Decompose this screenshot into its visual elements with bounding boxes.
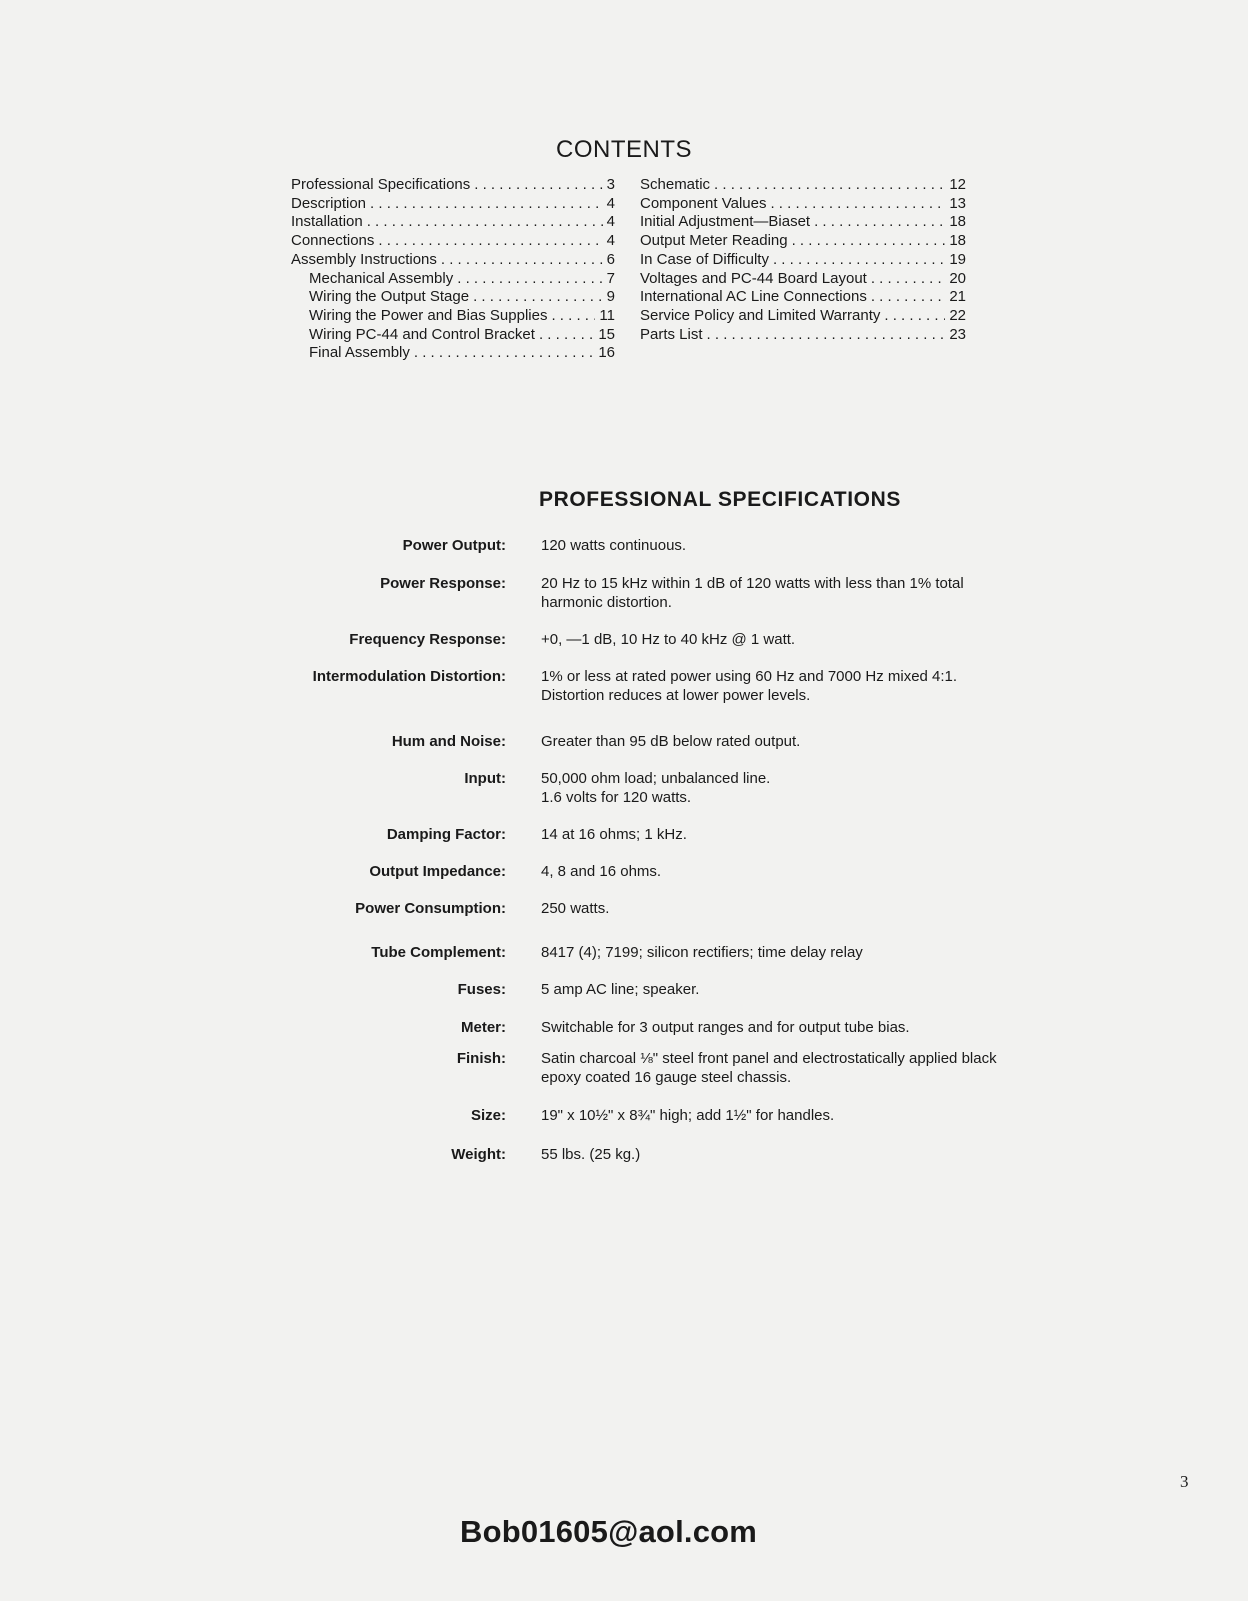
toc-entry: Service Policy and Limited Warranty . . . 22 bbox=[640, 307, 966, 326]
toc-entry: Initial Adjustment—Biaset . . . 18 bbox=[640, 213, 966, 232]
spec-label: Power Response: bbox=[380, 575, 506, 592]
toc-entry: Wiring the Power and Bias Supplies . . . 11 bbox=[291, 307, 615, 326]
toc-entry: Professional Specifications . . . 3 bbox=[291, 176, 615, 195]
spec-value: Switchable for 3 output ranges and for output tube bias. bbox=[541, 1019, 910, 1036]
spec-label: Meter: bbox=[460, 1019, 506, 1036]
spec-label: Input: bbox=[464, 770, 506, 787]
toc-entry: Connections . . . 4 bbox=[291, 232, 615, 251]
spec-value: Satin charcoal ⅛" steel front panel and electrostatically applied black epoxy coated 16 gauge steel chassis. bbox=[541, 1050, 997, 1086]
toc-entry: International AC Line Connections . . . 21 bbox=[640, 288, 966, 307]
spec-label: Damping Factor: bbox=[386, 826, 506, 843]
spec-value: 4, 8 and 16 ohms. bbox=[541, 863, 662, 880]
spec-value: 55 lbs. (25 kg.) bbox=[541, 1146, 641, 1163]
toc-entry: Component Values . . . 13 bbox=[640, 195, 966, 214]
toc-entry: Installation . . . 4 bbox=[291, 213, 615, 232]
spec-value: +0, —1 dB, 10 Hz to 40 kHz @ 1 watt. bbox=[541, 631, 796, 648]
spec-label: Output Impedance: bbox=[369, 863, 506, 880]
toc-entry: Voltages and PC-44 Board Layout . . . 20 bbox=[640, 270, 966, 289]
spec-value: 50,000 ohm load; unbalanced line. 1.6 volts for 120 watts. bbox=[541, 770, 771, 806]
toc-entry: Wiring the Output Stage . . . 9 bbox=[291, 288, 615, 307]
contents-title: CONTENTS bbox=[556, 136, 692, 163]
spec-label: Finish: bbox=[456, 1050, 506, 1067]
spec-label: Power Output: bbox=[402, 537, 506, 554]
toc-entry: Parts List . . . 23 bbox=[640, 326, 966, 345]
spec-value: 14 at 16 ohms; 1 kHz. bbox=[541, 826, 687, 843]
page-number: 3 bbox=[1180, 1472, 1189, 1491]
spec-value: 19" x 10½" x 8¾" high; add 1½" for handles. bbox=[541, 1107, 835, 1124]
spec-label: Frequency Response: bbox=[349, 631, 506, 648]
spec-label: Size: bbox=[470, 1107, 506, 1124]
specifications-title: PROFESSIONAL SPECIFICATIONS bbox=[539, 488, 901, 511]
spec-value: 1% or less at rated power using 60 Hz and 7000 Hz mixed 4:1. Distortion reduces at lower power levels. bbox=[541, 668, 958, 704]
spec-value: 20 Hz to 15 kHz within 1 dB of 120 watts with less than 1% total harmonic distortion. bbox=[541, 575, 964, 611]
toc-entry: Wiring PC-44 and Control Bracket . . . 15 bbox=[291, 326, 615, 345]
spec-label: Intermodulation Distortion: bbox=[312, 668, 506, 685]
toc-entry: In Case of Difficulty . . . 19 bbox=[640, 251, 966, 270]
email-watermark: Bob01605@aol.com bbox=[460, 1514, 758, 1549]
toc-entry: Schematic . . . 12 bbox=[640, 176, 966, 195]
spec-value: 8417 (4); 7199; silicon rectifiers; time delay relay bbox=[541, 944, 863, 961]
spec-label: Weight: bbox=[451, 1146, 506, 1163]
toc-entry: Mechanical Assembly . . . 7 bbox=[291, 270, 615, 289]
spec-value: 5 amp AC line; speaker. bbox=[541, 981, 700, 998]
spec-label: Fuses: bbox=[457, 981, 506, 998]
toc-left-column bbox=[291, 176, 615, 363]
toc-right-column bbox=[640, 176, 966, 344]
spec-value: 120 watts continuous. bbox=[541, 537, 687, 554]
spec-label: Tube Complement: bbox=[371, 944, 506, 961]
toc-entry: Final Assembly . . . 16 bbox=[291, 344, 615, 363]
spec-value: Greater than 95 dB below rated output. bbox=[541, 733, 801, 750]
toc-entry: Output Meter Reading . . . 18 bbox=[640, 232, 966, 251]
spec-label: Hum and Noise: bbox=[391, 733, 506, 750]
spec-value: 250 watts. bbox=[541, 900, 610, 917]
toc-entry: Description . . . 4 bbox=[291, 195, 615, 214]
toc-entry: Assembly Instructions . . . 6 bbox=[291, 251, 615, 270]
spec-label: Power Consumption: bbox=[355, 900, 506, 917]
